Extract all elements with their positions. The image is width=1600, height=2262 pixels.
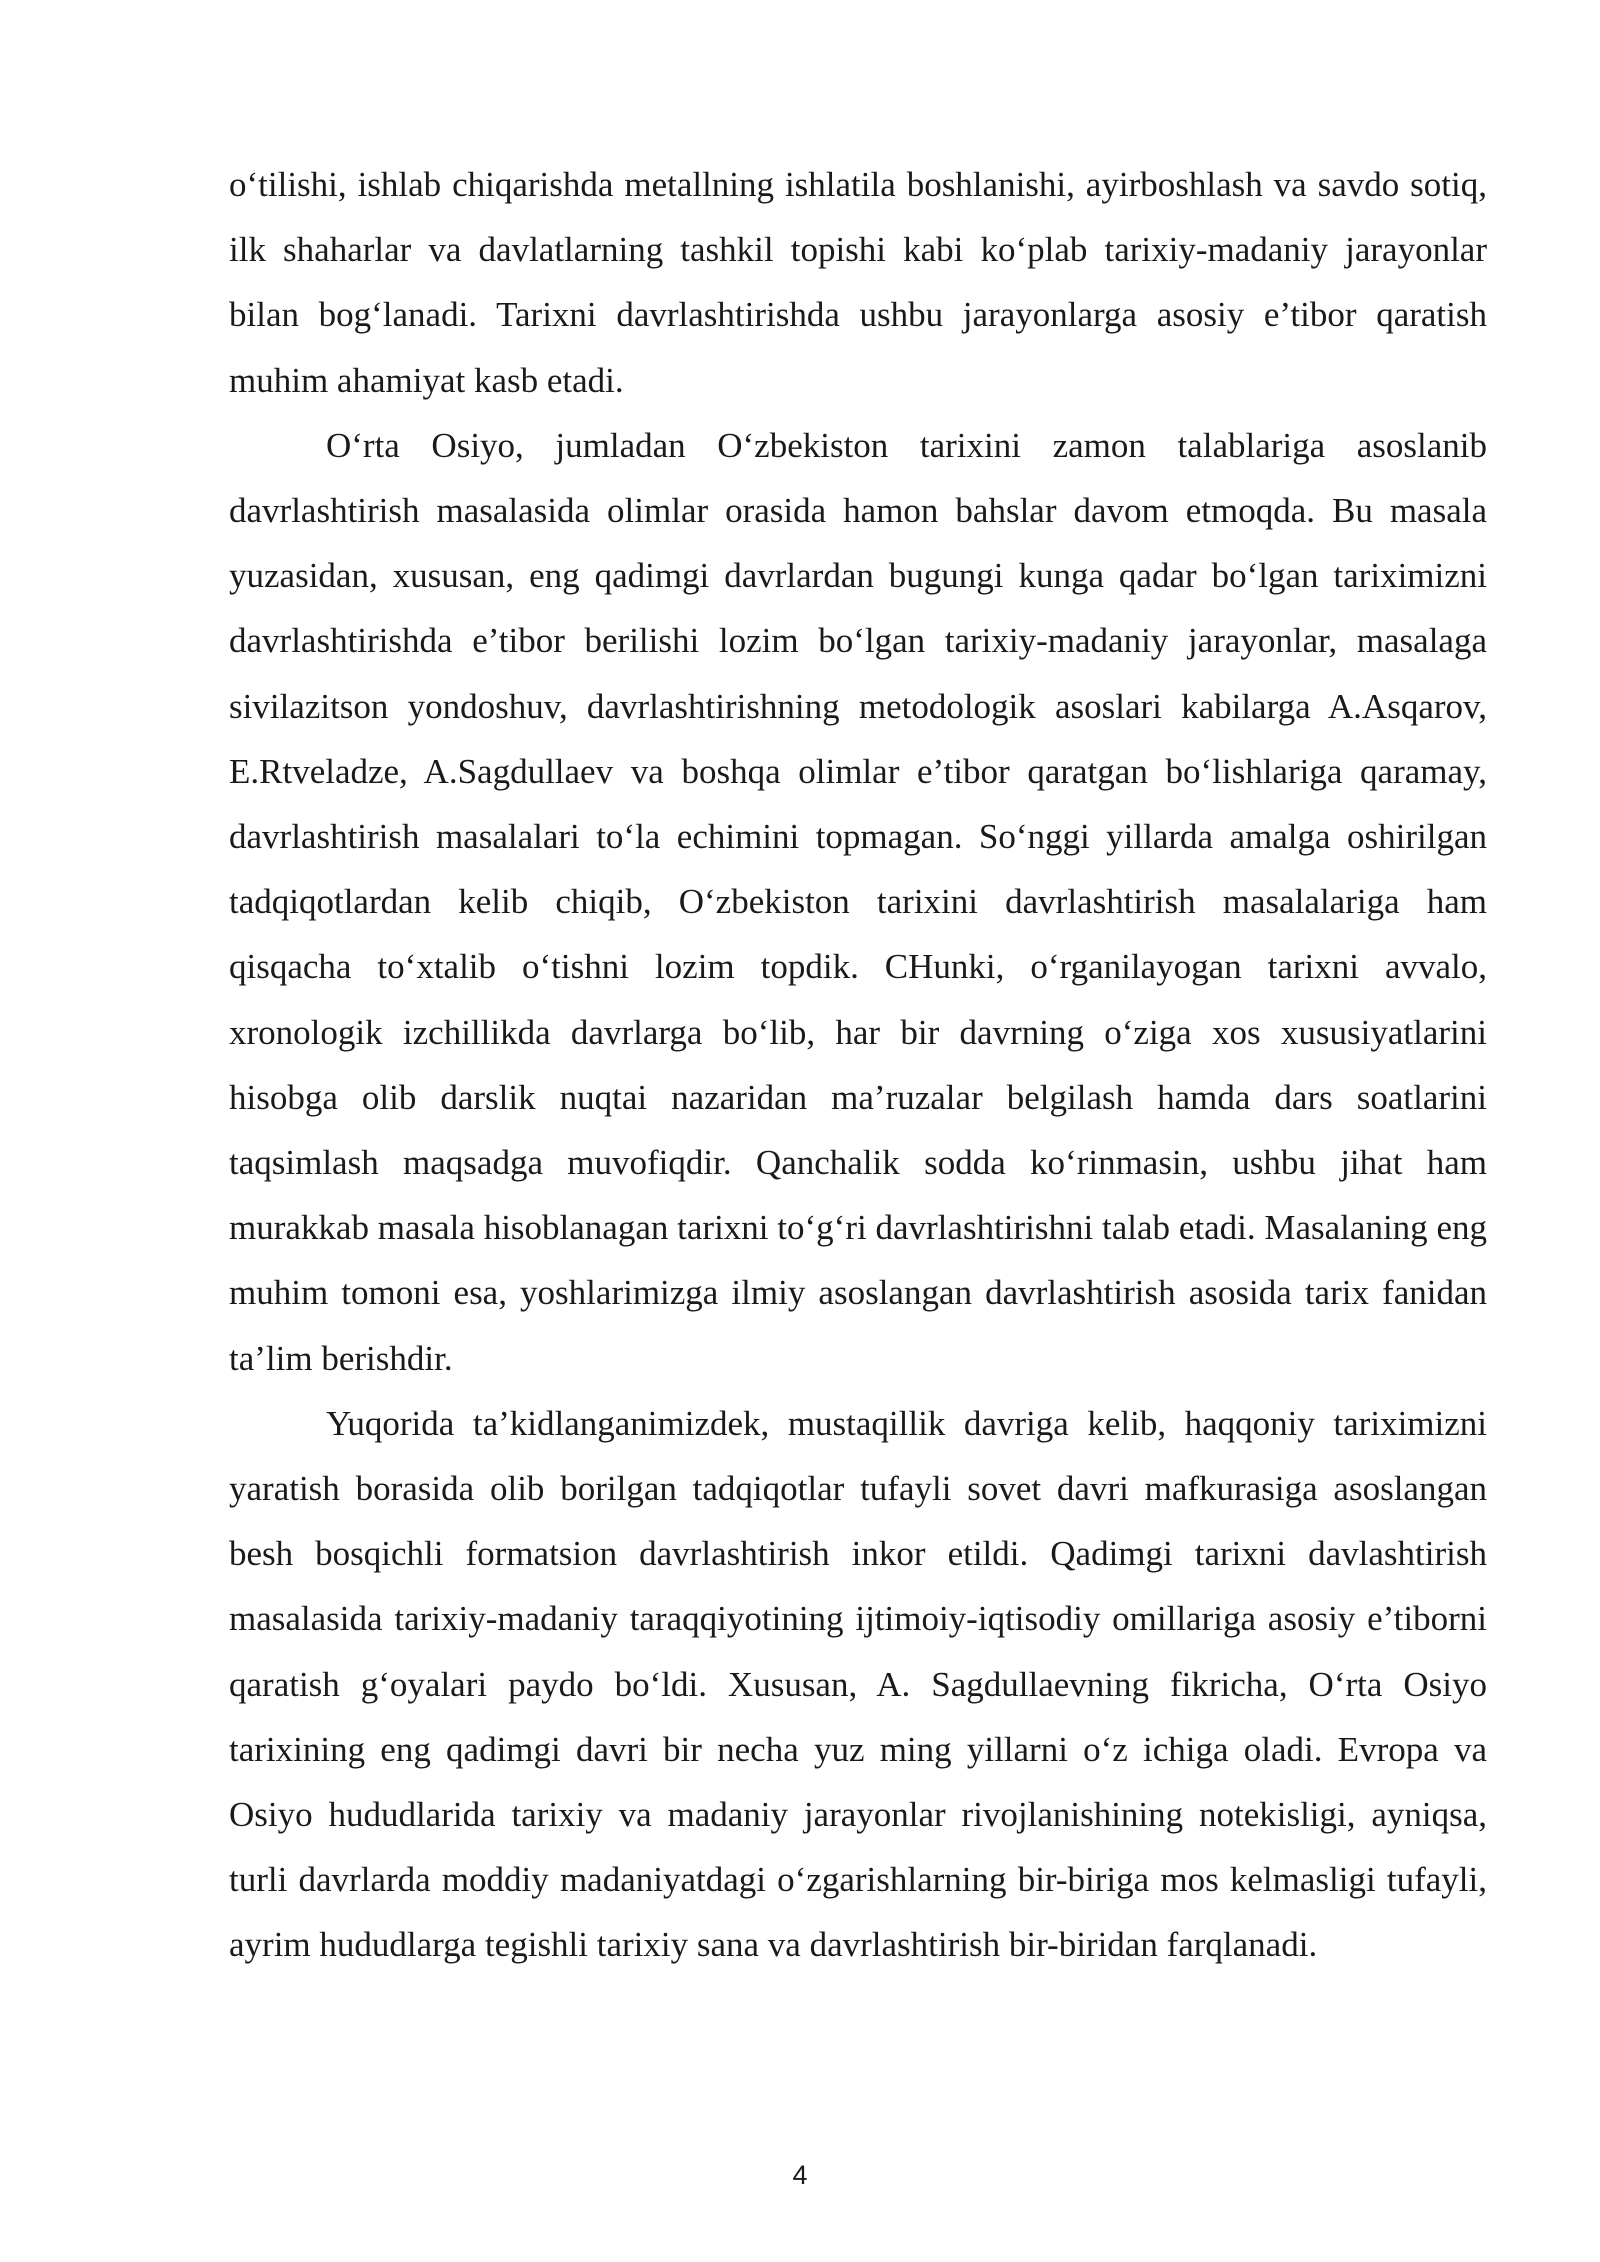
page-number: 4 [792, 2160, 808, 2190]
paragraph-2: O‘rta Osiyo, jumladan O‘zbekiston tarixini zamon talablariga asoslanib davrlashtirish masalasida olimlar orasida hamon bahslar davom etmoqda. Bu masala yuzasidan, xususan, eng qadimgi davrlardan bugungi kunga qadar bo‘lgan tariximizni davrlashtirishda e’tibor berilishi lozim bo‘lgan tarixiy-madaniy jarayonlar, masalaga sivilazitson yondoshuv, davrlashtirishning metodologik asoslari kabilarga A.Asqarov, E.Rtveladze, A.Sagdullaev va boshqa olimlar e’tibor qaratgan bo‘lishlariga qaramay, davrlashtirish masalalari to‘la echimini topmagan. So‘nggi yillarda amalga oshirilgan tadqiqotlardan kelib chiqib, O‘zbekiston tarixini davrlashtirish masalalariga ham qisqacha to‘xtalib o‘tishni lozim topdik. CHunki, o‘rganilayogan tarixni avvalo, xronologik izchillikda davrlarga bo‘lib, har bir davrning o‘ziga xos xususiyatlarini hisobga olib darslik nuqtai nazaridan ma’ruzalar belgilash hamda dars soatlarini taqsimlash maqsadga muvofiqdir. Qanchalik sodda ko‘rinmasin, ushbu jihat ham murakkab masala hisoblanagan tarixni to‘g‘ri davrlashtirishni talab etadi. Masalaning eng muhim tomoni esa, yoshlarimizga ilmiy asoslangan davrlashtirish asosida tarix fanidan ta’lim berishdir. [229, 425, 1487, 1378]
body-text [229, 152, 1487, 1978]
paragraph-1: o‘tilishi, ishlab chiqarishda metallning ishlatila boshlanishi, ayirboshlash va savdo sotiq, ilk shaharlar va davlatlarning tashkil topishi kabi ko‘plab tarixiy-madaniy jarayonlar bilan bog‘lanadi. Tarixni davrlashtirishda ushbu jarayonlarga asosiy e’tibor qaratish muhim ahamiyat kasb etadi. [229, 165, 1487, 400]
paragraph-3: Yuqorida ta’kidlanganimizdek, mustaqillik davriga kelib, haqqoniy tariximizni yaratish borasida olib borilgan tadqiqotlar tufayli sovet davri mafkurasiga asoslangan besh bosqichli formatsion davrlashtirish inkor etildi. Qadimgi tarixni davlashtirish masalasida tarixiy-madaniy taraqqiyotining ijtimoiy-iqtisodiy omillariga asosiy e’tiborni qaratish g‘oyalari paydo bo‘ldi. Xususan, A. Sagdullaevning fikricha, O‘rta Osiyo tarixining eng qadimgi davri bir necha yuz ming yillarni o‘z ichiga oladi. Evropa va Osiyo hududlarida tarixiy va madaniy jarayonlar rivojlanishining notekisligi, ayniqsa, turli davrlarda moddiy madaniyatdagi o‘zgarishlarning bir-biriga mos kelmasligi tufayli, ayrim hududlarga tegishli tarixiy sana va davrlashtirish bir-biridan farqlanadi. [229, 1403, 1487, 1965]
